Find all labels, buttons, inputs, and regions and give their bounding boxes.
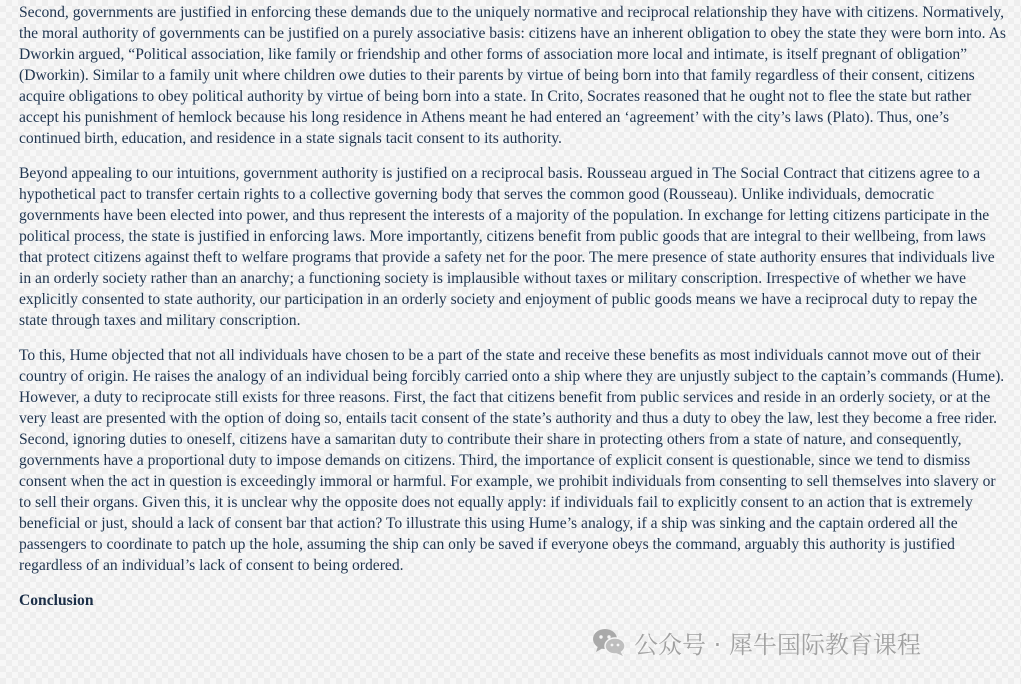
watermark <box>592 624 921 660</box>
document-body <box>19 2 1009 611</box>
paragraph: To this, Hume objected that not all individuals have chosen to be a part of the state and receive these benefits as most individuals cannot move out of their country of origin. He raises the analogy of an individual being forcibly carried onto a ship where they are unjustly subject to the captain’s commands (Hume). However, a duty to reciprocate still exists for three reasons. First, the fact that citizens benefit from public services and reside in an orderly society, or at the very least are presented with the option of doing so, entails tacit consent of the state’s authority and thus a duty to obey the law, lest they become a free rider. Second, ignoring duties to oneself, citizens have a samaritan duty to contribute their share in protecting others from a state of nature, and consequently, governments have a proportional duty to impose demands on citizens. Third, the importance of explicit consent is questionable, since we tend to dismiss consent when the act in question is exceedingly immoral or harmful. For example, we prohibit individuals from consenting to sell themselves into slavery or to sell their organs. Given this, it is unclear why the opposite does not equally apply: if individuals fail to explicitly consent to an action that is extremely beneficial or just, should a lack of consent bar that action? To illustrate this using Hume’s analogy, if a ship was sinking and the captain ordered all the passengers to coordinate to patch up the hole, assuming the ship can only be saved if everyone obeys the command, arguably this authority is justified regardless of an individual’s lack of consent to being ordered. <box>19 346 1005 575</box>
paragraph: Beyond appealing to our intuitions, government authority is justified on a reciprocal basis. Rousseau argued in The Social Contract that citizens agree to a hypothetical pact to transfer certain rights to a collective governing body that serves the common good (Rousseau). Unlike individuals, democratic governments have been elected into power, and thus represent the interests of a majority of the population. In exchange for letting citizens participate in the political process, the state is justified in enforcing laws. More importantly, citizens benefit from public goods that are integral to their wellbeing, from laws that protect citizens against theft to welfare programs that provide a safety net for the poor. The mere presence of state authority ensures that individuals live in an orderly society rather than an anarchy; a functioning society is implausible without taxes or military conscription. Irrespective of whether we have explicitly consented to state authority, our participation in an orderly society and enjoyment of public goods means we have a reciprocal duty to repay the state through taxes and military conscription. <box>19 164 995 330</box>
section-heading: Conclusion <box>19 591 94 609</box>
watermark-text: 公众号 · 犀牛国际教育课程 <box>634 630 921 659</box>
wechat-icon <box>592 627 626 657</box>
paragraph: Second, governments are justified in enforcing these demands due to the uniquely normative and reciprocal relationship they have with citizens. Normatively, the moral authority of governments can be justified on a purely associative basis: citizens have an inherent obligation to obey the state they were born into. As Dworkin argued, “Political association, like family or friendship and other forms of association more local and intimate, is itself pregnant of obligation” (Dworkin). Similar to a family unit where children owe duties to their parents by virtue of being born into that family regardless of their consent, citizens acquire obligations to obey political authority by virtue of being born into a state. In Crito, Socrates reasoned that he ought not to flee the state but rather accept his punishment of hemlock because his long residence in Athens meant he had entered an ‘agreement’ with the city’s laws (Plato). Thus, one’s continued birth, education, and residence in a state signals tacit consent to its authority. <box>19 4 1006 148</box>
